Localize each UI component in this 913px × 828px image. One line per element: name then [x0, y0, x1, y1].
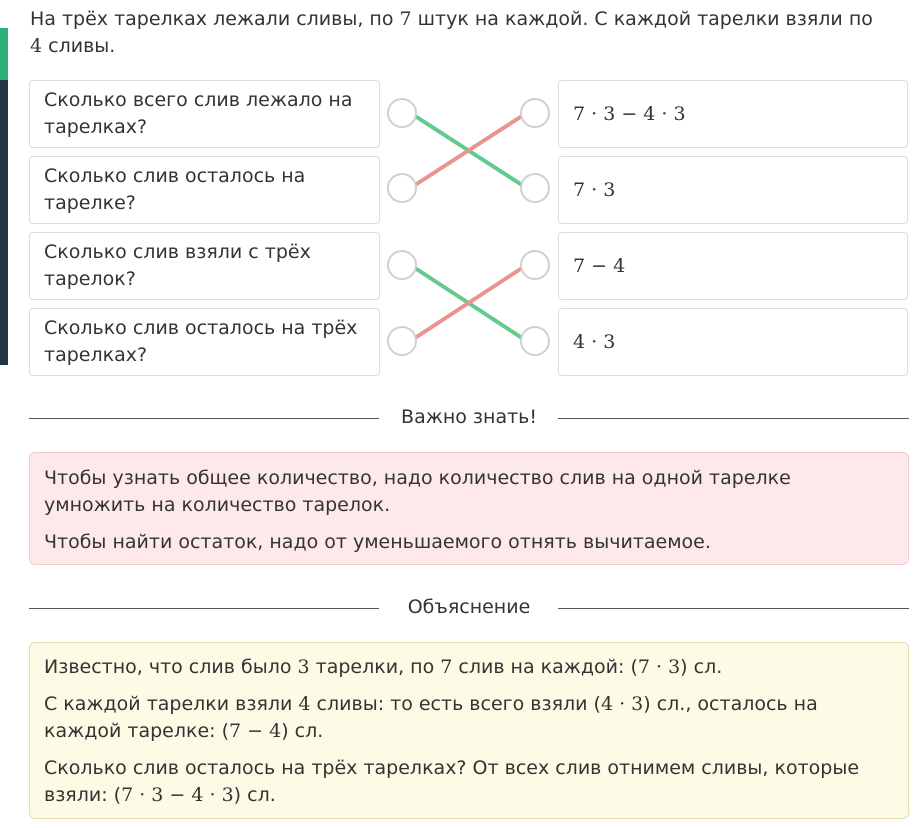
important-paragraph-2: Чтобы найти остаток, надо от уменьшаемого отнять вычитаемое. [44, 531, 711, 553]
right-connector-1[interactable] [521, 99, 549, 127]
divider-line [29, 418, 379, 419]
important-box [29, 452, 909, 565]
explanation-heading: Объяснение [407, 596, 531, 618]
left-item-label: Сколько слив осталось на трёх тарелках? [44, 317, 358, 366]
left-connector-1[interactable] [388, 99, 416, 127]
left-connector-2[interactable] [388, 174, 416, 202]
right-item-label: 4 · 3 [573, 331, 616, 353]
right-connector-4[interactable] [521, 327, 549, 355]
sidebar-accent-dark [0, 80, 8, 365]
right-item-2[interactable] [558, 156, 908, 224]
explanation-paragraph-1: Известно, что слив было 3 тарелки, по 7 слив на каждой: (7 · 3) сл. [44, 656, 723, 678]
left-item-2[interactable] [29, 156, 380, 224]
left-item-label: Сколько слив осталось на тарелке? [44, 165, 306, 214]
sidebar-accent-green [0, 28, 8, 80]
left-item-4[interactable] [29, 308, 380, 376]
left-connector-3[interactable] [388, 251, 416, 279]
right-connector-2[interactable] [521, 174, 549, 202]
right-item-4[interactable] [558, 308, 908, 376]
explanation-paragraph-2: С каждой тарелки взяли 4 сливы: то есть всего взяли (4 · 3) сл., осталось на каждой тарелке: (7 − 4) сл. [44, 693, 818, 742]
right-item-1[interactable] [558, 80, 908, 148]
important-paragraph-1: Чтобы узнать общее количество, надо количество слив на одной тарелке умножить на количество тарелок. [44, 467, 791, 516]
left-item-label: Сколько всего слив лежало на тарелках? [44, 89, 353, 138]
connector-area[interactable] [380, 80, 558, 380]
left-item-1[interactable] [29, 80, 380, 148]
question-text: На трёх тарелках лежали сливы, по 7 штук на каждой. С каждой тарелки взяли по 4 сливы. [30, 8, 873, 57]
right-item-label: 7 − 4 [573, 255, 626, 277]
important-heading: Важно знать! [401, 406, 537, 428]
left-item-3[interactable] [29, 232, 380, 300]
right-item-label: 7 · 3 − 4 · 3 [573, 103, 686, 125]
right-connector-3[interactable] [521, 251, 549, 279]
explanation-box [29, 642, 909, 819]
right-item-3[interactable] [558, 232, 908, 300]
left-connector-4[interactable] [388, 327, 416, 355]
right-item-label: 7 · 3 [573, 179, 616, 201]
explanation-paragraph-3: Сколько слив осталось на трёх тарелках? От всех слив отнимем сливы, которые взяли: (7 · 3 − 4 · 3) сл. [44, 757, 860, 806]
divider-line [558, 418, 909, 419]
left-item-label: Сколько слив взяли с трёх тарелок? [44, 241, 311, 290]
divider-line [29, 608, 379, 609]
divider-line [558, 608, 909, 609]
